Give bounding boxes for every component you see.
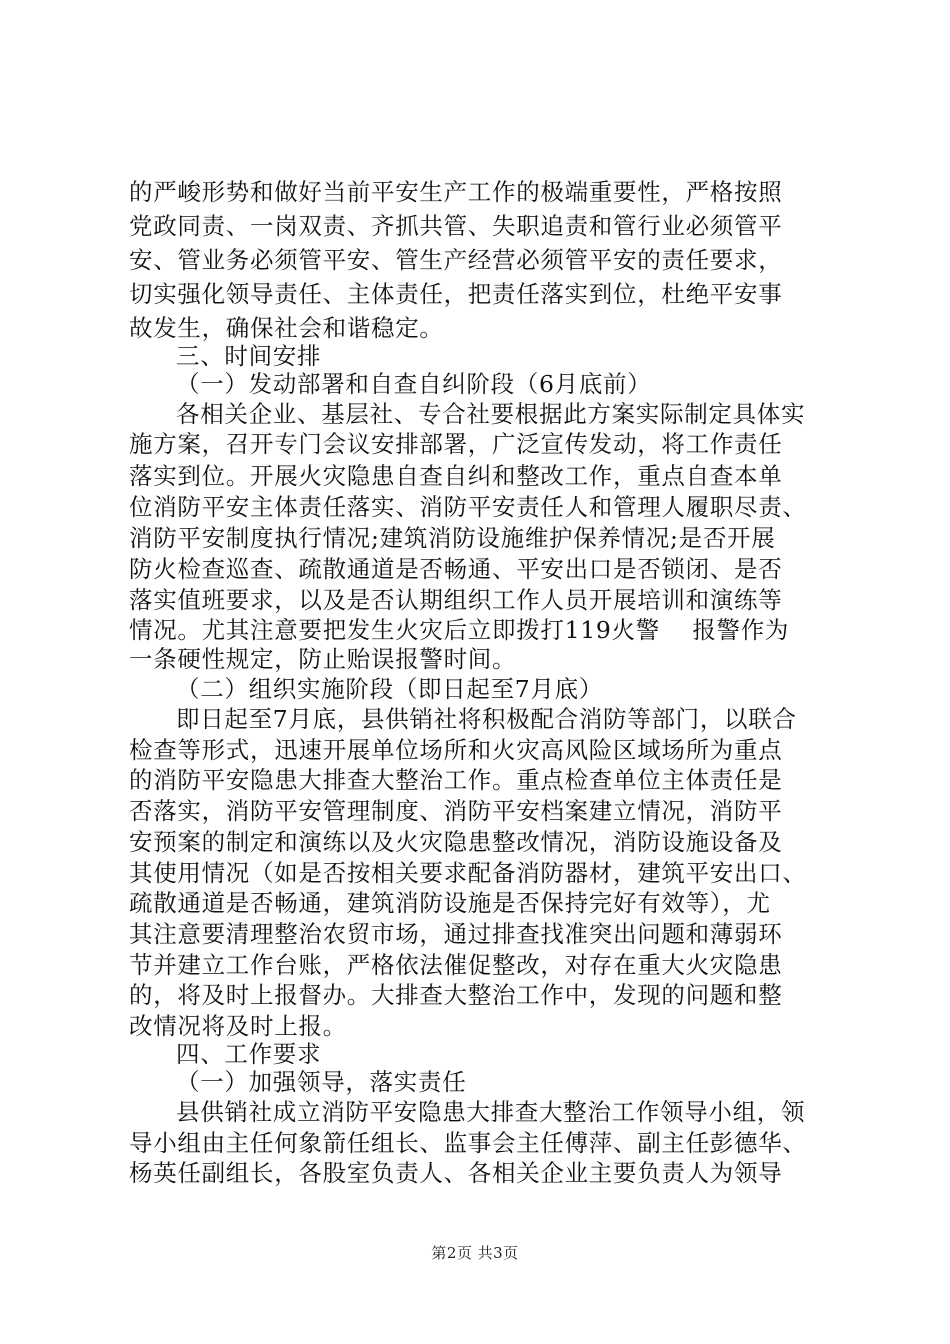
body-text-line: 落实值班要求，以及是否认期组织工作人员开展培训和演练等 xyxy=(129,586,783,614)
body-text-line: 各相关企业、基层社、专合社要根据此方案实际制定具体实 xyxy=(176,400,806,428)
body-text-line: 的，将及时上报督办。大排查大整治工作中，发现的问题和整 xyxy=(129,981,783,1009)
body-text-line: 即日起至7月底，县供销社将积极配合消防等部门，以联合 xyxy=(176,705,797,733)
body-text-line: 党政同责、一岗双责、齐抓共管、失职追责和管行业必须管平 xyxy=(129,212,783,240)
body-text-line: 其注意要清理整治农贸市场，通过排查找准突出问题和薄弱环 xyxy=(129,920,783,948)
body-text-line: 位消防平安主体责任落实、消防平安责任人和管理人履职尽责、 xyxy=(129,493,807,521)
body-text-line: 防火检查巡查、疏散通道是否畅通、平安出口是否锁闭、是否 xyxy=(129,555,783,583)
body-text-line: 故发生，确保社会和谐稳定。 xyxy=(129,314,444,342)
subsection-heading: （一）发动部署和自查自纠阶段（6月底前） xyxy=(176,370,652,398)
body-text-line: 检查等形式，迅速开展单位场所和火灾高风险区域场所为重点 xyxy=(129,736,783,764)
body-text-line: 杨英任副组长，各股室负责人、各相关企业主要负责人为领导 xyxy=(129,1159,783,1187)
subsection-heading: （一）加强领导，落实责任 xyxy=(176,1068,467,1096)
page-number-footer: 第2页 共3页 xyxy=(431,1244,519,1262)
body-text-line: 消防平安制度执行情况;建筑消防设施维护保养情况;是否开展 xyxy=(129,524,776,552)
body-text-line: 疏散通道是否畅通，建筑消防设施是否保持完好有效等），尤 xyxy=(129,889,771,917)
body-text-line: 其使用情况（如是否按相关要求配备消防器材，建筑平安出口、 xyxy=(129,859,807,887)
body-text-line: 的严峻形势和做好当前平安生产工作的极端重要性，严格按照 xyxy=(129,178,783,206)
section-heading: 三、时间安排 xyxy=(176,342,322,370)
body-text-line: 落实到位。开展火灾隐患自查自纠和整改工作，重点自查本单 xyxy=(129,462,783,490)
subsection-heading: （二）组织实施阶段（即日起至7月底） xyxy=(176,675,604,703)
body-text-line: 情况。尤其注意要把发生火灾后立即拨打119火警 报警作为 xyxy=(129,616,790,644)
body-text-line: 节并建立工作台账，严格依法催促整改，对存在重大火灾隐患 xyxy=(129,951,783,979)
body-text-line: 的消防平安隐患大排查大整治工作。重点检查单位主体责任是 xyxy=(129,766,783,794)
body-text-line: 否落实，消防平安管理制度、消防平安档案建立情况，消防平 xyxy=(129,797,783,825)
body-text-line: 安预案的制定和演练以及火灾隐患整改情况，消防设施设备及 xyxy=(129,828,783,856)
body-text-line: 切实强化领导责任、主体责任，把责任落实到位，杜绝平安事 xyxy=(129,280,783,308)
body-text-line: 改情况将及时上报。 xyxy=(129,1012,347,1040)
body-text-line: 县供销社成立消防平安隐患大排查大整治工作领导小组，领 xyxy=(176,1098,806,1126)
section-heading: 四、工作要求 xyxy=(176,1040,322,1068)
body-text-line: 施方案，召开专门会议安排部署，广泛宣传发动，将工作责任 xyxy=(129,430,783,458)
body-text-line: 导小组由主任何象箭任组长、监事会主任傅萍、副主任彭德华、 xyxy=(129,1129,807,1157)
body-text-line: 安、管业务必须管平安、管生产经营必须管平安的责任要求， xyxy=(129,246,783,274)
body-text-line: 一条硬性规定，防止贻误报警时间。 xyxy=(129,645,517,673)
